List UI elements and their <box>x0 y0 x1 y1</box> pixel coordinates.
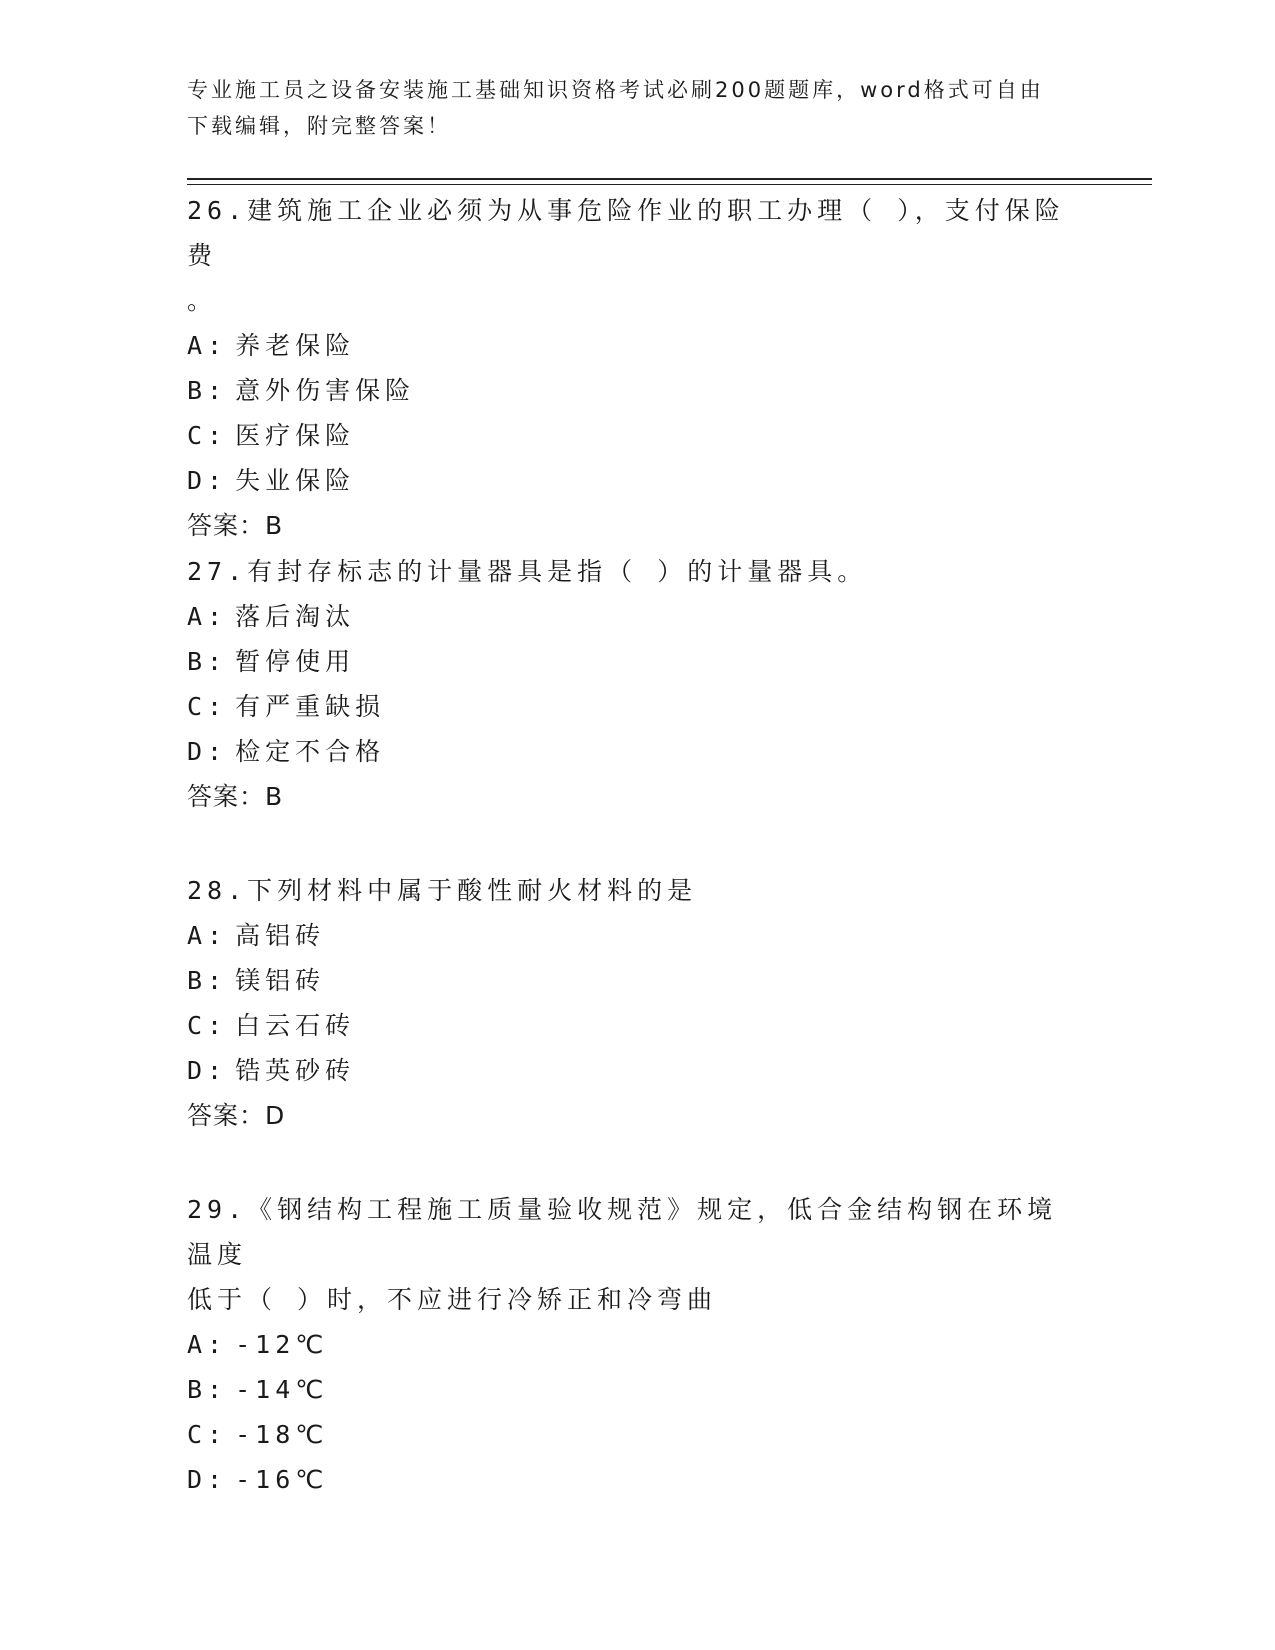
option-a <box>187 1322 1087 1367</box>
header-line-1: 专业施工员之设备安装施工基础知识资格考试必刷200题题库，word格式可自由 <box>187 78 1044 102</box>
header-divider-thin <box>187 184 1152 185</box>
option-d <box>187 1048 1087 1093</box>
option-text: 锆英砂砖 <box>235 1056 356 1085</box>
option-key: D: <box>187 1465 228 1494</box>
option-a <box>187 913 1087 958</box>
option-key: A: <box>187 602 228 631</box>
question-stem-line: 28.下列材料中属于酸性耐火材料的是 <box>187 876 698 905</box>
option-b <box>187 368 1087 413</box>
option-text: 失业保险 <box>235 466 356 495</box>
question-29 <box>187 1187 1087 1502</box>
option-d <box>187 729 1087 774</box>
option-text: 白云石砖 <box>235 1011 356 1040</box>
option-text: 暂停使用 <box>235 647 356 676</box>
option-text: 检定不合格 <box>235 737 386 766</box>
option-text: 养老保险 <box>235 331 356 360</box>
option-a <box>187 594 1087 639</box>
option-d <box>187 458 1087 503</box>
option-key: C: <box>187 1011 228 1040</box>
option-b <box>187 639 1087 684</box>
option-key: C: <box>187 1420 228 1449</box>
option-b <box>187 958 1087 1003</box>
option-key: B: <box>187 1375 228 1404</box>
option-text: 意外伤害保险 <box>235 376 416 405</box>
option-text: -16℃ <box>235 1465 329 1494</box>
question-27 <box>187 549 1087 819</box>
option-c <box>187 684 1087 729</box>
question-stem-line: 27.有封存标志的计量器具是指（ ）的计量器具。 <box>187 557 868 586</box>
answer-line: 答案：B <box>187 782 284 811</box>
question-stem-line: 29.《钢结构工程施工质量验收规范》规定，低合金结构钢在环境温度 <box>187 1195 1058 1269</box>
answer-line: 答案：D <box>187 1101 286 1130</box>
option-key: D: <box>187 1056 228 1085</box>
option-text: -14℃ <box>235 1375 329 1404</box>
document-header <box>187 72 1067 144</box>
option-key: C: <box>187 692 228 721</box>
option-key: D: <box>187 466 228 495</box>
option-key: A: <box>187 921 228 950</box>
option-d <box>187 1457 1087 1502</box>
option-a <box>187 323 1087 368</box>
question-stem-line: 低于（ ）时，不应进行冷矫正和冷弯曲 <box>187 1285 718 1314</box>
option-text: 医疗保险 <box>235 421 356 450</box>
option-key: D: <box>187 737 228 766</box>
question-28 <box>187 868 1087 1138</box>
question-26 <box>187 188 1087 548</box>
option-key: B: <box>187 647 228 676</box>
option-text: 落后淘汰 <box>235 602 356 631</box>
question-stem-line: 26.建筑施工企业必须为从事危险作业的职工办理（ ），支付保险费 <box>187 196 1065 270</box>
option-c <box>187 1003 1087 1048</box>
question-stem-line: 。 <box>187 286 218 315</box>
option-text: 高铝砖 <box>235 921 326 950</box>
option-c <box>187 1412 1087 1457</box>
answer-line: 答案：B <box>187 511 284 540</box>
option-text: 镁铝砖 <box>235 966 326 995</box>
option-text: 有严重缺损 <box>235 692 386 721</box>
header-line-2: 下载编辑，附完整答案！ <box>187 114 451 138</box>
option-b <box>187 1367 1087 1412</box>
option-text: -18℃ <box>235 1420 329 1449</box>
option-c <box>187 413 1087 458</box>
option-key: A: <box>187 1330 228 1359</box>
option-text: -12℃ <box>235 1330 329 1359</box>
option-key: C: <box>187 421 228 450</box>
option-key: B: <box>187 966 228 995</box>
header-divider-thick <box>187 178 1152 180</box>
option-key: A: <box>187 331 228 360</box>
option-key: B: <box>187 376 228 405</box>
